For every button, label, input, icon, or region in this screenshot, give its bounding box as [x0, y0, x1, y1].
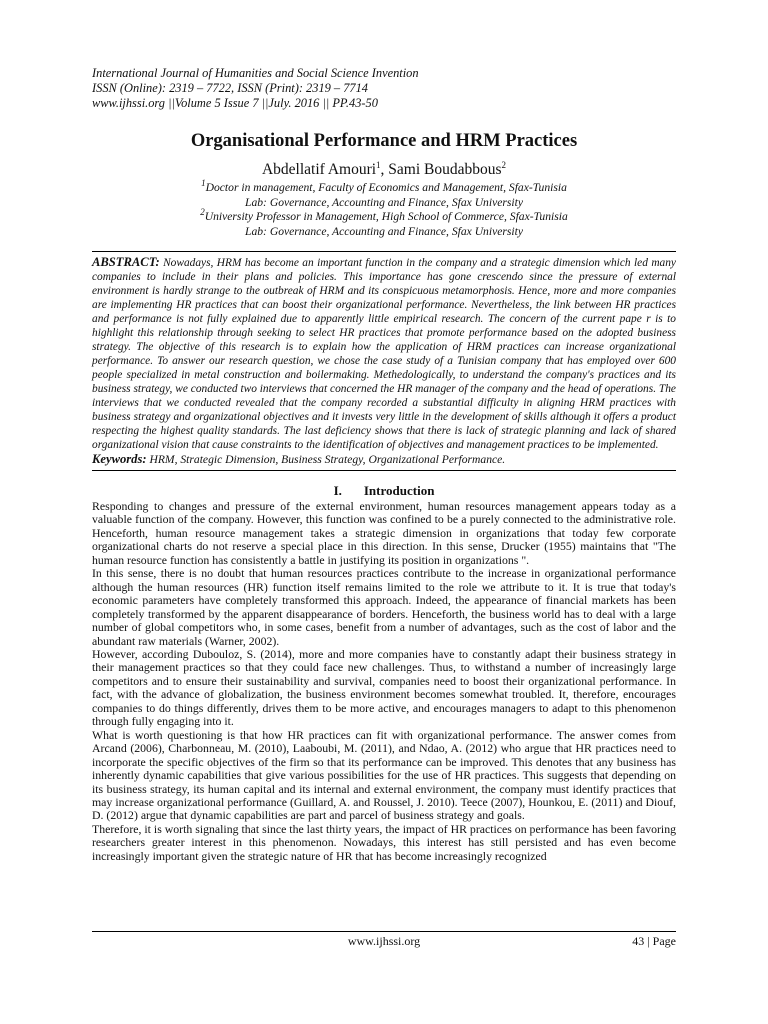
paragraph: In this sense, there is no doubt that human resources practices contribute to the increase in organizational performance although the human resources (HR) function itself remains limited to the role we attribute to it. It is true that today's economic parameters have completely transformed this approach. Indeed, the appearance of financial markets has been completely transformed by the apparent disappearance of borders. Henceforth, the business world has to deal with a large number of global competitors who, in some cases, benefit from a number of advantages, such as the cost of labor and the abundant raw materials (Warner, 2002). [92, 566, 676, 648]
affiliations [92, 178, 676, 239]
affiliation-line [92, 196, 676, 211]
article-title: Organisational Performance and HRM Practices [190, 131, 578, 151]
article-page [92, 66, 676, 863]
keywords-text: HRM, Strategic Dimension, Business Strategy, Organizational Performance. [146, 453, 506, 466]
paragraph: What is worth questioning is that how HR practices can fit with organizational performance. The answer comes from Arcand (2006), Charbonneau, M. (2010), Laaboubi, M. (2011), and Ndao, A. (2012) who argue that HR practices need to incorporate the specific objectives of the firm so that its performance can be improved. This denotes that any business has inherently dynamic capabilities that give various possibilities for the use of HR practices. This suggests that depending on its business strategy, its human capital and its internal and external environment, the company must identify practices that may increase organizational performance (Guillard, A. and Roussel, J. 2010). Teece (2007), Hounkou, E. (2011) and Diouf, D. (2012) argue that dynamic capabilities are part and parcel of business strategy and goals. [92, 727, 676, 823]
journal-issn: ISSN (Online): 2319 – 7722, ISSN (Print): 2319 – 7714 [92, 81, 369, 95]
affiliation-text: University Professor in Management, High School of Commerce, Sfax-Tunisia [204, 210, 568, 223]
keywords-label: Keywords: [92, 452, 147, 466]
journal-name: International Journal of Humanities and Social Science Invention [92, 66, 419, 80]
author-2-sup: 2 [501, 159, 507, 170]
footer-rule [92, 931, 676, 932]
journal-volume: www.ijhssi.org ||Volume 5 Issue 7 ||July. 2016 || PP.43-50 [92, 96, 378, 110]
body-text [92, 500, 676, 863]
abstract-text: Nowadays, HRM has become an important function in the company and a strategic dimension which led many companies to include in their plans and policies. This importance has gone crescendo since the pressure of external environment is hardly strange to the outbreak of HRM and its conspicuous metamorphosis. Hence, more and more companies are implementing HR practices that can boost their organizational performance. Nevertheless, the link between HR practices and performance is not fully explained due to apparently little empirical research. The concern of the current pape r is to highlight this relationship through seeking to select HR practices that promote performance based on the adopted business strategy. The objective of this research is to explain how the application of HRM practices can increase organizational performance. To answer our research question, we chose the case study of a Tunisian company that has employed over 600 people specialized in metal construction and boilermaking. Methedologically, to understand the company's practices and its business strategy, we conducted two interviews that concerned the HR manager of the company and the head of operations. The interviews that we conducted revealed that the company recorded a substantial difficulty in aligning HRM practices with business strategy and organizational objectives and it invests very little in the development of skills although it offers a product respecting the highest quality standards. The last deficiency shows that there is lack of strategic planning and lack of shared organizational vision that cause constraints to the identification of objectives and management practices to be implemented. [92, 257, 676, 451]
author-1-sup: 1 [376, 159, 381, 170]
keywords [92, 452, 676, 467]
section-heading [92, 483, 676, 499]
affiliation-text: Doctor in management, Faculty of Economics and Management, Sfax-Tunisia [205, 181, 567, 194]
affiliation-line [92, 178, 676, 196]
author-1: Abdellatif Amouri [261, 161, 377, 178]
paragraph: Responding to changes and pressure of the external environment, human resources management appears today as a valuable function of the company. However, this function was confined to be a purely connected to the administrative role. Henceforth, human resource management takes a strategic dimension in organizations that today few corporate organizational charts do not reserve a special place in this direction. In this sense, Drucker (1955) maintains that "The human resource function has consistently a battle in justifying its position in organizations ". [92, 499, 676, 567]
affiliation-text: Lab: Governance, Accounting and Finance, Sfax University [245, 195, 523, 209]
affiliation-line [92, 225, 676, 240]
affiliation-sup: 2 [200, 207, 205, 218]
section-number: I. [333, 483, 342, 498]
paragraph: Therefore, it is worth signaling that since the last thirty years, the impact of HR practices on performance has been favoring researchers greater interest in this phenomenon. Nowadays, this interest has still persisted and has even become increasingly important given the strategic nature of HR that has become increasingly recognized [92, 821, 676, 863]
affiliation-line [92, 207, 676, 225]
journal-header [92, 66, 676, 111]
author-2: Sami Boudabbous [388, 161, 502, 178]
page-number: 43 | Page [632, 934, 676, 948]
footer-site: www.ijhssi.org [347, 934, 421, 948]
abstract [92, 255, 676, 452]
affiliation-sup: 1 [201, 178, 206, 189]
paragraph: However, according Dubouloz, S. (2014), more and more companies have to constantly adapt their business strategy in their management practices so that they could face new challenges. Thus, to withstand a number of increasingly large competitors and to ensure their sustainability and survival, companies need to boost their organizational performance. In fact, with the advance of globalization, the business environment becomes somewhat troubled. It, therefore, encourages companies to do things differently, drives them to be more active, and encourages managers to adapt to this phenomenon through fully engaging into it. [92, 646, 676, 729]
author-line [92, 160, 676, 179]
abstract-top-rule [92, 251, 676, 252]
keywords-bottom-rule [92, 470, 676, 471]
affiliation-text: Lab: Governance, Accounting and Finance, Sfax University [245, 224, 523, 238]
abstract-label: ABSTRACT: [92, 255, 160, 269]
author-separator: , [380, 161, 389, 178]
section-title: Introduction [363, 483, 435, 498]
